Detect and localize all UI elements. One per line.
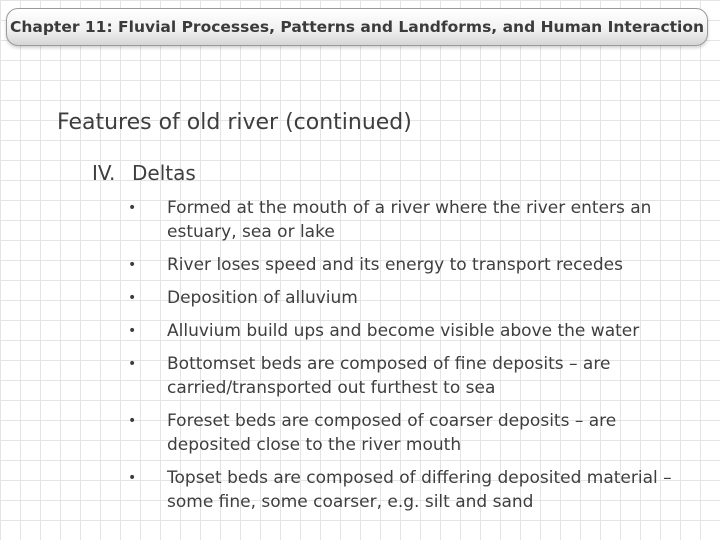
list-item (124, 196, 684, 244)
bullet-glyph: • (128, 200, 137, 216)
list-item (124, 286, 684, 310)
list-item (124, 352, 684, 400)
bullet-glyph: • (128, 323, 137, 339)
list-item-text: River loses speed and its energy to transport recedes (167, 255, 623, 275)
list-item-text: Deposition of alluvium (167, 288, 358, 308)
list-item-text: Topset beds are composed of differing deposited material – some fine, some coarser, e.g. silt and sand (167, 468, 672, 512)
slide-title: Features of old river (continued) (57, 110, 412, 135)
list-item (124, 466, 684, 514)
list-item-text: Alluvium build ups and become visible above the water (167, 321, 640, 341)
chapter-title: Chapter 11: Fluvial Processes, Patterns and Landforms, and Human Interaction (9, 18, 705, 36)
list-item-text: Foreset beds are composed of coarser deposits – are deposited close to the river mouth (167, 411, 617, 455)
list-item (124, 253, 684, 277)
bullet-glyph: • (128, 413, 137, 429)
bullet-glyph: • (128, 356, 137, 372)
bullet-glyph: • (128, 290, 137, 306)
list-item (124, 319, 684, 343)
bullet-glyph: • (128, 470, 137, 486)
list-item-text: Bottomset beds are composed of fine deposits – are carried/transported out furthest to sea (167, 354, 611, 398)
section-title: Deltas (132, 161, 196, 185)
list-item (124, 409, 684, 457)
list-item-text: Formed at the mouth of a river where the river enters an estuary, sea or lake (167, 198, 652, 242)
section-heading (92, 161, 196, 185)
bullet-list (124, 196, 684, 514)
chapter-header-bar (6, 8, 708, 46)
section-numeral: IV. (92, 161, 116, 185)
bullet-glyph: • (128, 257, 137, 273)
